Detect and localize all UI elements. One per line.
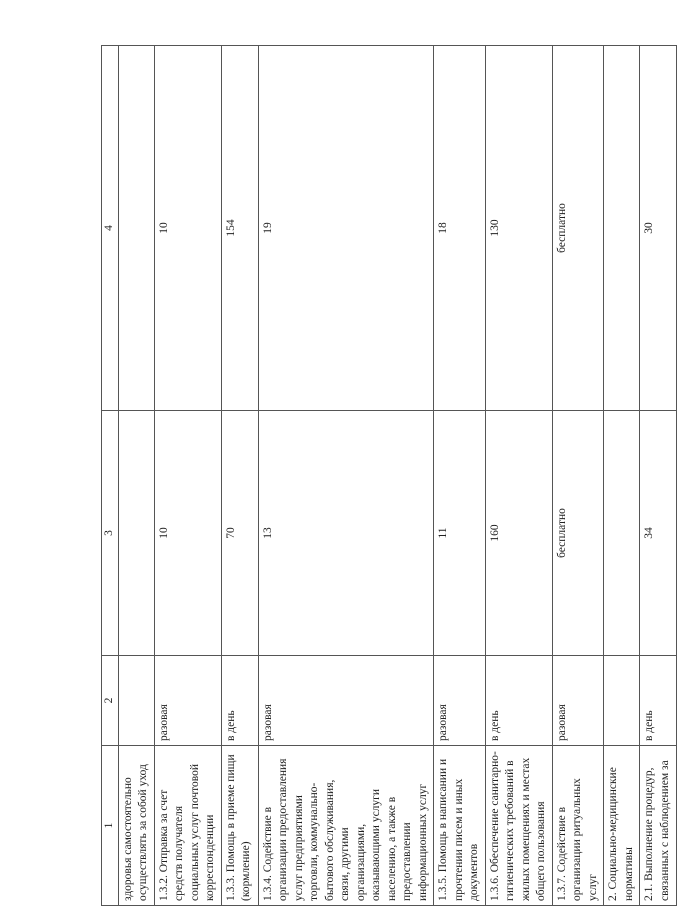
frequency-cell: разовая [258, 656, 434, 746]
frequency-cell: разовая [154, 656, 221, 746]
frequency-cell: разовая [552, 656, 604, 746]
table-row [434, 46, 486, 906]
frequency-cell: разовая [434, 656, 486, 746]
table-row [118, 46, 154, 906]
table-row [552, 46, 604, 906]
table-row [258, 46, 434, 906]
service-cell: 2.1. Выполнение процедур, связанных с наблюдением за [640, 746, 676, 906]
frequency-cell: в день [485, 656, 552, 746]
frequency-cell: в день [221, 656, 258, 746]
table-row [485, 46, 552, 906]
value-cell-col4: бесплатно [552, 46, 604, 411]
rotated-table-container [101, 46, 671, 906]
header-col-3: 3 [102, 411, 119, 656]
service-cell: 1.3.3. Помощь в приеме пищи (кормление) [221, 746, 258, 906]
value-cell-col3: 70 [221, 411, 258, 656]
value-cell-col3: 160 [485, 411, 552, 656]
value-cell-col4 [604, 46, 640, 411]
value-cell-col4: 154 [221, 46, 258, 411]
header-col-2: 2 [102, 656, 119, 746]
header-col-4: 4 [102, 46, 119, 411]
service-cell: 2. Социально-медицинские нормативы [604, 746, 640, 906]
value-cell-col3 [118, 411, 154, 656]
service-cell: 1.3.2. Отправка за счет средств получателя социальных услуг почтовой корреспонденции [154, 746, 221, 906]
table-row [221, 46, 258, 906]
value-cell-col4: 10 [154, 46, 221, 411]
frequency-cell: в день [640, 656, 676, 746]
value-cell-col4 [118, 46, 154, 411]
table-row [640, 46, 676, 906]
frequency-cell [604, 656, 640, 746]
service-cell: 1.3.5. Помощь в написании и прочтении писем и иных документов [434, 746, 486, 906]
value-cell-col4: 18 [434, 46, 486, 411]
table-row [154, 46, 221, 906]
value-cell-col4: 30 [640, 46, 676, 411]
value-cell-col4: 130 [485, 46, 552, 411]
service-cell: 1.3.4. Содействие в организации предоставления услуг предприятиями торговли, коммунально-бытового обслуживания, связи, другими организациями, оказывающими услуги населению, а также в предоставлении информационных услуг [258, 746, 434, 906]
value-cell-col3: 13 [258, 411, 434, 656]
frequency-cell [118, 656, 154, 746]
value-cell-col3: бесплатно [552, 411, 604, 656]
service-cell: 1.3.7. Содействие в организации ритуальных услуг [552, 746, 604, 906]
value-cell-col3: 34 [640, 411, 676, 656]
value-cell-col3: 11 [434, 411, 486, 656]
value-cell-col3: 10 [154, 411, 221, 656]
value-cell-col3 [604, 411, 640, 656]
value-cell-col4: 19 [258, 46, 434, 411]
service-cell: 1.3.6. Обеспечение санитарно-гигиенических требований в жилых помещениях и местах общего пользования [485, 746, 552, 906]
service-cell: здоровья самостоятельно осуществлять за собой уход [118, 746, 154, 906]
table-row [604, 46, 640, 906]
norms-table [101, 45, 677, 906]
header-row [102, 46, 119, 906]
header-col-1: 1 [102, 746, 119, 906]
